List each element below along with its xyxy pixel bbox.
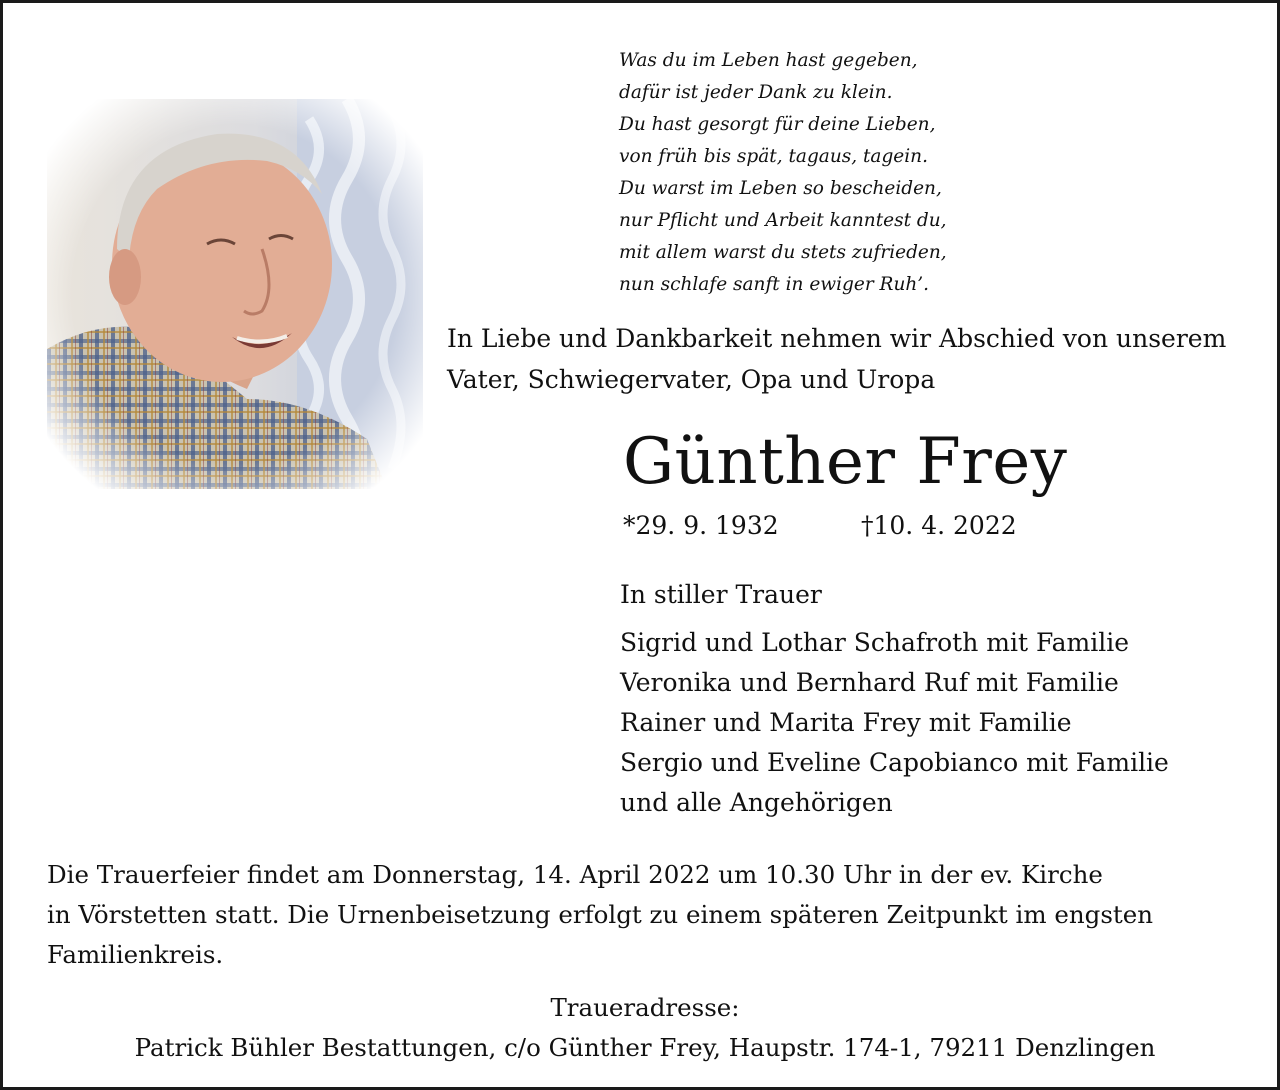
poem-line: Was du im Leben hast gegeben, xyxy=(619,50,918,71)
memorial-poem xyxy=(619,45,1039,301)
farewell-intro xyxy=(447,318,1267,400)
mourner-family: Rainer und Marita Frey mit Familie xyxy=(620,708,1072,737)
ceremony-line: Die Trauerfeier findet am Donnerstag, 14. April 2022 um 10.30 Uhr in der ev. Kirche xyxy=(47,860,1103,889)
poem-line: mit allem warst du stets zufrieden, xyxy=(619,242,947,263)
mourners-section xyxy=(620,575,1260,823)
mourner-family: Sigrid und Lothar Schafroth mit Familie xyxy=(620,628,1129,657)
funeral-ceremony-text xyxy=(47,855,1247,975)
mourner-family: Sergio und Eveline Capobianco mit Familie xyxy=(620,748,1169,777)
birth-date: *29. 9. 1932 xyxy=(623,511,779,540)
mourner-family: Veronika und Bernhard Ruf mit Familie xyxy=(620,668,1119,697)
deceased-name: Günther Frey xyxy=(623,425,1068,499)
mourner-family: und alle Angehörigen xyxy=(620,788,893,817)
poem-line: nun schlafe sanft in ewiger Ruh’. xyxy=(619,274,930,295)
intro-line: In Liebe und Dankbarkeit nehmen wir Abschied von unserem xyxy=(447,324,1227,353)
poem-line: nur Pflicht und Arbeit kanntest du, xyxy=(619,210,947,231)
portrait-photo xyxy=(47,99,423,489)
mourners-heading: In stiller Trauer xyxy=(620,580,822,609)
poem-line: Du warst im Leben so bescheiden, xyxy=(619,178,942,199)
poem-line: von früh bis spät, tagaus, tagein. xyxy=(619,146,928,167)
address-label: Traueradresse: xyxy=(550,993,740,1022)
ceremony-line: Familienkreis. xyxy=(47,940,224,969)
poem-line: dafür ist jeder Dank zu klein. xyxy=(619,82,893,103)
mourning-address xyxy=(47,988,1243,1068)
poem-line: Du hast gesorgt für deine Lieben, xyxy=(619,114,936,135)
intro-line: Vater, Schwiegervater, Opa und Uropa xyxy=(447,365,936,394)
ceremony-line: in Vörstetten statt. Die Urnenbeisetzung erfolgt zu einem späteren Zeitpunkt im engsten xyxy=(47,900,1154,929)
death-date: †10. 4. 2022 xyxy=(861,511,1017,540)
life-dates xyxy=(623,506,1123,546)
address-line: Patrick Bühler Bestattungen, c/o Günther Frey, Haupstr. 174-1, 79211 Denzlingen xyxy=(134,1033,1156,1062)
